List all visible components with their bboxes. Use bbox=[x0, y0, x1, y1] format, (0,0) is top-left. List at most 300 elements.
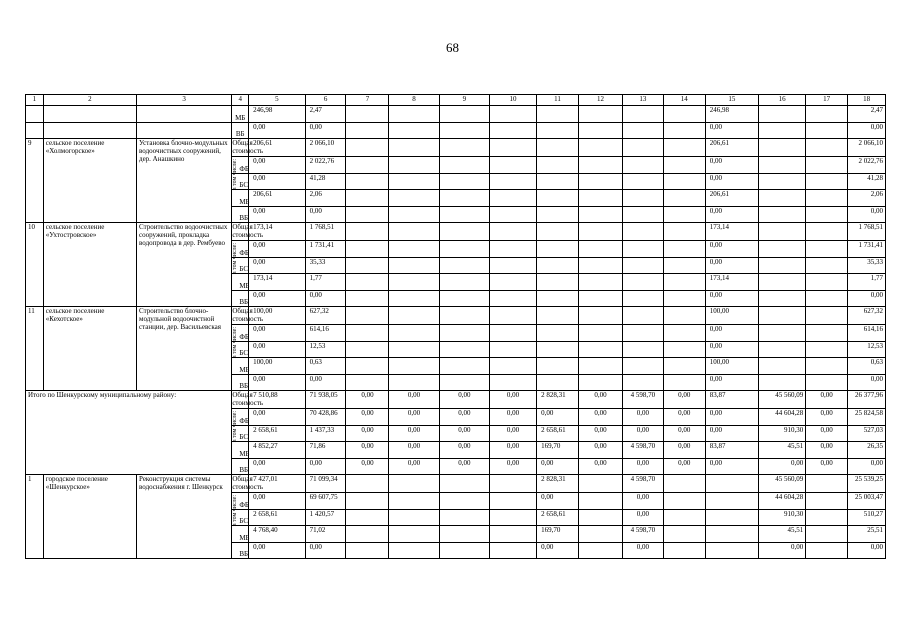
cell-col-6: 0,00 bbox=[305, 122, 346, 139]
cell-col-8 bbox=[389, 157, 439, 174]
cell-col-9 bbox=[439, 341, 489, 358]
cell-col-17 bbox=[806, 173, 848, 190]
cell-col-7 bbox=[346, 157, 389, 174]
fund-label: ФБ в том числе: bbox=[232, 409, 249, 426]
cell-col-11: 0,00 bbox=[537, 409, 579, 426]
cell-col-18: 35,33 bbox=[848, 257, 886, 274]
header-col-15: 15 bbox=[705, 95, 758, 106]
cell-col-3 bbox=[137, 106, 232, 123]
cell-col-14: 0,00 bbox=[663, 409, 705, 426]
fund-label: МБ bbox=[232, 190, 249, 207]
cell-col-17: 0,00 bbox=[806, 425, 848, 442]
fund-label: БС bbox=[232, 257, 249, 274]
cell-col-9 bbox=[439, 325, 489, 342]
cell-col-13: 4 598,70 bbox=[622, 391, 663, 409]
cell-col-10: 0,00 bbox=[489, 442, 536, 459]
cell-col-12 bbox=[578, 475, 622, 493]
cell-col-18: 0,00 bbox=[848, 458, 886, 475]
cell-col-9 bbox=[439, 257, 489, 274]
cell-col-12 bbox=[578, 290, 622, 307]
vertical-label: в том числе: bbox=[232, 411, 239, 443]
cell-col-18: 2,47 bbox=[848, 106, 886, 123]
cell-col-12 bbox=[578, 241, 622, 258]
district-total-row bbox=[26, 391, 886, 409]
cell-col-18: 1,77 bbox=[848, 274, 886, 291]
cell-col-14 bbox=[663, 358, 705, 375]
cell-col-14 bbox=[663, 325, 705, 342]
cell-col-10 bbox=[489, 241, 536, 258]
header-col-6: 6 bbox=[305, 95, 346, 106]
cell-col-12 bbox=[578, 325, 622, 342]
fund-label: МБ bbox=[232, 526, 249, 543]
cell-col-18: 0,00 bbox=[848, 206, 886, 223]
fund-label: МБ bbox=[232, 358, 249, 375]
cell-col-6: 71 938,05 bbox=[305, 391, 346, 409]
cell-col-1 bbox=[26, 122, 44, 139]
header-col-12: 12 bbox=[578, 95, 622, 106]
fund-label: ВБ bbox=[232, 122, 249, 139]
fund-label: ФБ в том числе: bbox=[232, 157, 249, 174]
cell-col-17: 0,00 bbox=[806, 391, 848, 409]
cell-col-12 bbox=[578, 257, 622, 274]
financing-table bbox=[25, 94, 886, 559]
cell-col-13 bbox=[622, 190, 663, 207]
cell-col-18: 0,00 bbox=[848, 542, 886, 559]
cell-col-5: 173,14 bbox=[249, 274, 306, 291]
cell-col-11 bbox=[537, 223, 579, 241]
cell-col-7: 0,00 bbox=[346, 458, 389, 475]
cell-col-16 bbox=[759, 190, 806, 207]
cell-col-16: 44 604,28 bbox=[759, 493, 806, 510]
cell-col-17 bbox=[806, 542, 848, 559]
project-number: 1 bbox=[26, 475, 44, 559]
cell-col-6: 0,00 bbox=[305, 206, 346, 223]
settlement-name: сельское поселение «Кехотское» bbox=[43, 307, 136, 391]
cell-col-6: 35,33 bbox=[305, 257, 346, 274]
fund-label: МБ bbox=[232, 274, 249, 291]
cell-col-10 bbox=[489, 257, 536, 274]
cell-col-5: 0,00 bbox=[249, 206, 306, 223]
cell-col-16 bbox=[759, 358, 806, 375]
cell-col-16 bbox=[759, 223, 806, 241]
cell-col-12 bbox=[578, 307, 622, 325]
cell-col-15 bbox=[705, 526, 758, 543]
cell-col-9 bbox=[439, 223, 489, 241]
cell-col-8 bbox=[389, 542, 439, 559]
cell-col-14 bbox=[663, 157, 705, 174]
cell-col-13: 0,00 bbox=[622, 542, 663, 559]
cell-col-9 bbox=[439, 190, 489, 207]
cell-col-8 bbox=[389, 325, 439, 342]
cell-col-6: 614,16 bbox=[305, 325, 346, 342]
cell-col-11: 0,00 bbox=[537, 493, 579, 510]
cell-col-5: 0,00 bbox=[249, 157, 306, 174]
cell-col-11: 169,70 bbox=[537, 526, 579, 543]
vertical-label: в том числе: bbox=[232, 495, 239, 527]
cell-col-8 bbox=[389, 509, 439, 526]
cell-col-8 bbox=[389, 257, 439, 274]
project-total-row bbox=[26, 223, 886, 241]
vertical-label: в том числе: bbox=[232, 159, 239, 191]
cell-col-10 bbox=[489, 475, 536, 493]
cell-col-12 bbox=[578, 493, 622, 510]
cell-col-9 bbox=[439, 358, 489, 375]
cell-col-16 bbox=[759, 122, 806, 139]
cell-col-18: 527,03 bbox=[848, 425, 886, 442]
cell-col-18: 2 022,76 bbox=[848, 157, 886, 174]
cell-col-13 bbox=[622, 341, 663, 358]
header-col-11: 11 bbox=[537, 95, 579, 106]
cell-col-8 bbox=[389, 139, 439, 157]
cell-col-13 bbox=[622, 157, 663, 174]
cell-col-13: 4 598,70 bbox=[622, 475, 663, 493]
cell-col-13 bbox=[622, 173, 663, 190]
cell-col-2 bbox=[43, 106, 136, 123]
header-col-17: 17 bbox=[806, 95, 848, 106]
cell-col-13 bbox=[622, 241, 663, 258]
cell-col-9 bbox=[439, 526, 489, 543]
cell-col-9 bbox=[439, 542, 489, 559]
cell-col-7 bbox=[346, 139, 389, 157]
cell-col-6: 71,86 bbox=[305, 442, 346, 459]
fund-label: БС bbox=[232, 509, 249, 526]
cell-col-5: 2 658,61 bbox=[249, 425, 306, 442]
cell-col-10 bbox=[489, 223, 536, 241]
cell-col-12 bbox=[578, 173, 622, 190]
cell-col-7 bbox=[346, 274, 389, 291]
cell-col-8 bbox=[389, 374, 439, 391]
fund-label: ФБ в том числе: bbox=[232, 325, 249, 342]
cell-col-7 bbox=[346, 374, 389, 391]
cell-col-5: 100,00 bbox=[249, 358, 306, 375]
cell-col-10 bbox=[489, 526, 536, 543]
cell-col-8 bbox=[389, 475, 439, 493]
cell-col-11 bbox=[537, 173, 579, 190]
cell-col-9 bbox=[439, 493, 489, 510]
cell-col-13: 4 598,70 bbox=[622, 526, 663, 543]
continuation-row bbox=[26, 106, 886, 123]
cell-col-13 bbox=[622, 106, 663, 123]
total-cost-label: Общая стоимость bbox=[232, 391, 264, 407]
cell-col-16: 0,00 bbox=[759, 542, 806, 559]
cell-col-16 bbox=[759, 173, 806, 190]
cell-col-12 bbox=[578, 374, 622, 391]
cell-col-13: 0,00 bbox=[622, 409, 663, 426]
project-number: 11 bbox=[26, 307, 44, 391]
cell-col-14 bbox=[663, 509, 705, 526]
cell-col-15: 206,61 bbox=[705, 139, 758, 157]
cell-col-12: 0,00 bbox=[578, 409, 622, 426]
total-cost-label: Общая стоимость bbox=[232, 223, 264, 239]
cell-col-15 bbox=[705, 493, 758, 510]
fund-label: МБ bbox=[232, 442, 249, 459]
header-col-2: 2 bbox=[43, 95, 136, 106]
cell-col-10 bbox=[489, 493, 536, 510]
cell-col-18: 510,27 bbox=[848, 509, 886, 526]
cell-col-6: 2,47 bbox=[305, 106, 346, 123]
cell-col-8: 0,00 bbox=[389, 409, 439, 426]
cell-col-5: 7 510,88 bbox=[249, 391, 306, 409]
cell-col-13 bbox=[622, 274, 663, 291]
cell-col-11: 2 828,31 bbox=[537, 475, 579, 493]
cell-col-1 bbox=[26, 106, 44, 123]
cell-col-14 bbox=[663, 122, 705, 139]
cell-col-11 bbox=[537, 190, 579, 207]
cell-col-17 bbox=[806, 509, 848, 526]
cell-col-15 bbox=[705, 475, 758, 493]
cell-col-17 bbox=[806, 493, 848, 510]
cell-col-18: 0,00 bbox=[848, 122, 886, 139]
cell-col-9 bbox=[439, 173, 489, 190]
header-col-13: 13 bbox=[622, 95, 663, 106]
cell-col-11 bbox=[537, 290, 579, 307]
cell-col-10 bbox=[489, 274, 536, 291]
cell-col-10 bbox=[489, 290, 536, 307]
cell-col-15: 83,87 bbox=[705, 391, 758, 409]
cell-col-13: 0,00 bbox=[622, 509, 663, 526]
cell-col-5: 0,00 bbox=[249, 341, 306, 358]
cell-col-17 bbox=[806, 341, 848, 358]
cell-col-12 bbox=[578, 526, 622, 543]
continuation-row bbox=[26, 122, 886, 139]
cell-col-7 bbox=[346, 106, 389, 123]
project-total-row bbox=[26, 307, 886, 325]
cell-col-11: 2 658,61 bbox=[537, 425, 579, 442]
cell-col-14 bbox=[663, 173, 705, 190]
cell-col-6: 12,53 bbox=[305, 341, 346, 358]
cell-col-13 bbox=[622, 307, 663, 325]
cell-col-13 bbox=[622, 358, 663, 375]
cell-col-10 bbox=[489, 374, 536, 391]
cell-col-9 bbox=[439, 139, 489, 157]
cell-col-9 bbox=[439, 122, 489, 139]
cell-col-11: 2 658,61 bbox=[537, 509, 579, 526]
cell-col-8 bbox=[389, 122, 439, 139]
cell-col-12 bbox=[578, 122, 622, 139]
cell-col-16: 45,51 bbox=[759, 526, 806, 543]
cell-col-15: 0,00 bbox=[705, 374, 758, 391]
cell-col-14: 0,00 bbox=[663, 391, 705, 409]
cell-col-8 bbox=[389, 493, 439, 510]
cell-col-8: 0,00 bbox=[389, 458, 439, 475]
cell-col-14 bbox=[663, 374, 705, 391]
cell-col-5: 0,00 bbox=[249, 122, 306, 139]
cell-col-6: 0,00 bbox=[305, 290, 346, 307]
cell-col-17 bbox=[806, 358, 848, 375]
project-description: Строительство блочно-модульной водоочистной станции, дер. Васильевская bbox=[137, 307, 232, 391]
cell-col-7 bbox=[346, 509, 389, 526]
header-col-9: 9 bbox=[439, 95, 489, 106]
cell-col-7 bbox=[346, 542, 389, 559]
fund-label: БС bbox=[232, 341, 249, 358]
cell-col-6: 0,00 bbox=[305, 458, 346, 475]
project-number: 9 bbox=[26, 139, 44, 223]
cell-col-18: 26 377,96 bbox=[848, 391, 886, 409]
cell-col-9 bbox=[439, 206, 489, 223]
cell-col-17 bbox=[806, 106, 848, 123]
cell-col-9 bbox=[439, 274, 489, 291]
cell-col-7 bbox=[346, 206, 389, 223]
cell-col-16 bbox=[759, 274, 806, 291]
cell-col-7 bbox=[346, 493, 389, 510]
cell-col-14 bbox=[663, 475, 705, 493]
cell-col-15 bbox=[705, 542, 758, 559]
cell-col-18: 12,53 bbox=[848, 341, 886, 358]
cell-col-16: 45,51 bbox=[759, 442, 806, 459]
cell-col-14 bbox=[663, 257, 705, 274]
cell-col-6: 71,02 bbox=[305, 526, 346, 543]
cell-col-7 bbox=[346, 223, 389, 241]
cell-col-12 bbox=[578, 274, 622, 291]
cell-col-8 bbox=[389, 173, 439, 190]
cell-col-16: 910,30 bbox=[759, 509, 806, 526]
cell-col-8 bbox=[389, 290, 439, 307]
cell-col-8 bbox=[389, 106, 439, 123]
cell-col-14 bbox=[663, 493, 705, 510]
fund-label: БС bbox=[232, 425, 249, 442]
cell-col-16 bbox=[759, 307, 806, 325]
cell-col-14 bbox=[663, 542, 705, 559]
cell-col-12 bbox=[578, 542, 622, 559]
cell-col-13: 0,00 bbox=[622, 493, 663, 510]
cell-col-5: 7 427,01 bbox=[249, 475, 306, 493]
cell-col-10 bbox=[489, 190, 536, 207]
header-col-14: 14 bbox=[663, 95, 705, 106]
cell-col-11 bbox=[537, 307, 579, 325]
cell-col-6: 0,00 bbox=[305, 542, 346, 559]
cell-col-15: 206,61 bbox=[705, 190, 758, 207]
cell-col-17 bbox=[806, 257, 848, 274]
settlement-name: городское поселение «Шенкурское» bbox=[43, 475, 136, 559]
cell-col-17 bbox=[806, 122, 848, 139]
cell-col-5: 0,00 bbox=[249, 409, 306, 426]
cell-col-17 bbox=[806, 374, 848, 391]
cell-col-5: 173,14 bbox=[249, 223, 306, 241]
cell-col-17 bbox=[806, 139, 848, 157]
cell-col-15: 0,00 bbox=[705, 458, 758, 475]
cell-col-5: 0,00 bbox=[249, 290, 306, 307]
cell-col-3 bbox=[137, 122, 232, 139]
header-col-16: 16 bbox=[759, 95, 806, 106]
cell-col-10 bbox=[489, 307, 536, 325]
cell-col-5: 206,61 bbox=[249, 190, 306, 207]
cell-col-16 bbox=[759, 290, 806, 307]
cell-col-18: 25 539,25 bbox=[848, 475, 886, 493]
cell-col-14 bbox=[663, 139, 705, 157]
cell-col-8: 0,00 bbox=[389, 442, 439, 459]
cell-col-18: 1 768,51 bbox=[848, 223, 886, 241]
cell-col-13 bbox=[622, 139, 663, 157]
fund-label: ВБ bbox=[232, 290, 249, 307]
cell-col-10 bbox=[489, 325, 536, 342]
fund-label: БС bbox=[232, 173, 249, 190]
cell-col-9 bbox=[439, 509, 489, 526]
cell-col-16: 45 560,09 bbox=[759, 475, 806, 493]
cell-col-7 bbox=[346, 190, 389, 207]
cell-col-17: 0,00 bbox=[806, 458, 848, 475]
cell-col-10: 0,00 bbox=[489, 458, 536, 475]
cell-col-10 bbox=[489, 358, 536, 375]
header-col-18: 18 bbox=[848, 95, 886, 106]
cell-col-18: 25 003,47 bbox=[848, 493, 886, 510]
cell-col-14 bbox=[663, 307, 705, 325]
cell-col-10 bbox=[489, 509, 536, 526]
header-col-3: 3 bbox=[137, 95, 232, 106]
cell-col-11: 2 828,31 bbox=[537, 391, 579, 409]
cell-col-9: 0,00 bbox=[439, 442, 489, 459]
cell-col-10 bbox=[489, 173, 536, 190]
cell-col-13 bbox=[622, 223, 663, 241]
cell-col-17 bbox=[806, 290, 848, 307]
fund-label: ВБ bbox=[232, 542, 249, 559]
cell-col-6: 627,32 bbox=[305, 307, 346, 325]
cell-col-7 bbox=[346, 173, 389, 190]
cell-col-6: 0,00 bbox=[305, 374, 346, 391]
cell-col-9: 0,00 bbox=[439, 425, 489, 442]
cell-col-13 bbox=[622, 122, 663, 139]
cell-col-12: 0,00 bbox=[578, 458, 622, 475]
cell-col-15: 0,00 bbox=[705, 173, 758, 190]
fund-label: ФБ в том числе: bbox=[232, 241, 249, 258]
cell-col-16 bbox=[759, 139, 806, 157]
project-description: Строительство водоочистных сооружений, прокладка водопровода в дер. Рембуево bbox=[137, 223, 232, 307]
cell-col-16 bbox=[759, 157, 806, 174]
cell-col-7: 0,00 bbox=[346, 425, 389, 442]
cell-col-8 bbox=[389, 206, 439, 223]
cell-col-7 bbox=[346, 341, 389, 358]
cell-col-6: 70 428,86 bbox=[305, 409, 346, 426]
cell-col-6: 71 099,34 bbox=[305, 475, 346, 493]
vertical-label: в том числе: bbox=[232, 243, 239, 275]
cell-col-12 bbox=[578, 157, 622, 174]
cell-col-18: 25 824,58 bbox=[848, 409, 886, 426]
cell-col-18: 0,00 bbox=[848, 290, 886, 307]
cell-col-13: 0,00 bbox=[622, 425, 663, 442]
cell-col-10: 0,00 bbox=[489, 409, 536, 426]
cell-col-18: 0,00 bbox=[848, 374, 886, 391]
cell-col-15: 100,00 bbox=[705, 307, 758, 325]
cell-col-16 bbox=[759, 206, 806, 223]
cell-col-18: 41,28 bbox=[848, 173, 886, 190]
cell-col-18: 614,16 bbox=[848, 325, 886, 342]
cell-col-10 bbox=[489, 157, 536, 174]
cell-col-7 bbox=[346, 257, 389, 274]
cell-col-14 bbox=[663, 241, 705, 258]
header-col-5: 5 bbox=[249, 95, 306, 106]
cell-col-13 bbox=[622, 325, 663, 342]
cell-col-5: 246,98 bbox=[249, 106, 306, 123]
cell-col-15: 0,00 bbox=[705, 425, 758, 442]
cell-col-6: 69 607,75 bbox=[305, 493, 346, 510]
header-row bbox=[26, 95, 886, 106]
cell-col-11 bbox=[537, 206, 579, 223]
cell-col-9: 0,00 bbox=[439, 391, 489, 409]
cell-col-8 bbox=[389, 358, 439, 375]
project-description: Реконструкция системы водоснабжения г. Шенкурск bbox=[137, 475, 232, 559]
cell-col-18: 2,06 bbox=[848, 190, 886, 207]
cell-col-10 bbox=[489, 122, 536, 139]
cell-col-7 bbox=[346, 241, 389, 258]
cell-col-7 bbox=[346, 475, 389, 493]
cell-col-14 bbox=[663, 190, 705, 207]
settlement-name: сельское поселение «Холмогорское» bbox=[43, 139, 136, 223]
cell-col-9 bbox=[439, 241, 489, 258]
cell-col-18: 2 066,10 bbox=[848, 139, 886, 157]
cell-col-6: 1 768,51 bbox=[305, 223, 346, 241]
cell-col-15: 0,00 bbox=[705, 290, 758, 307]
cell-col-16: 910,30 bbox=[759, 425, 806, 442]
cell-col-14 bbox=[663, 106, 705, 123]
